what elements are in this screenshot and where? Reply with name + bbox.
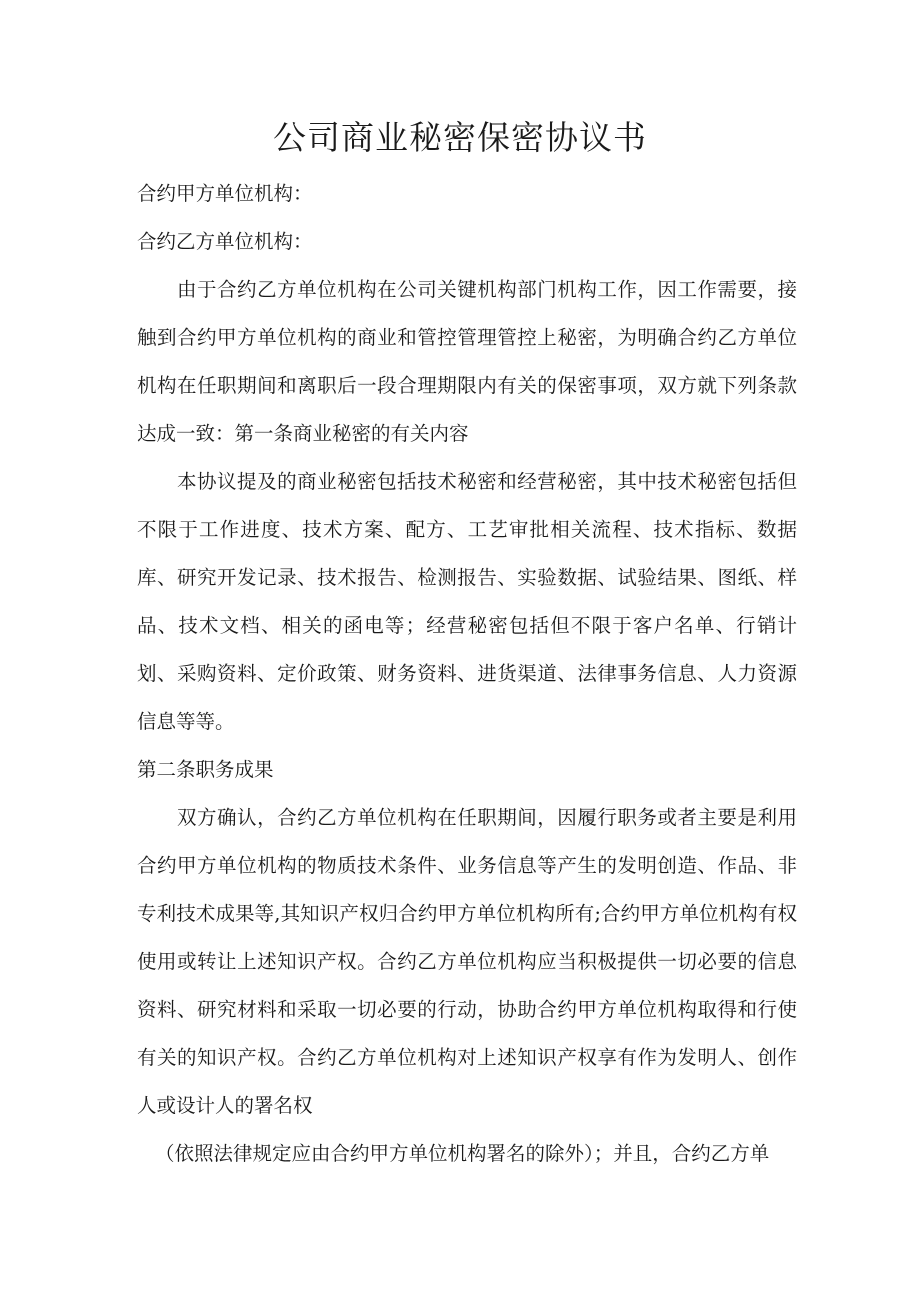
paragraph-work-results: 双方确认，合约乙方单位机构在任职期间，因履行职务或者主要是利用合约甲方单位机构的物质技术条件、业务信息等产生的发明创造、作品、非专利技术成果等,其知识产权归合约甲方单位机构所有;合约甲方单位机构有权使用或转让上述知识产权。合约乙方单位机构应当积极提供一切必要的信息资料、研究材料和采取一切必要的行动，协助合约甲方单位机构取得和行使有关的知识产权。合约乙方单位机构对上述知识产权享有作为发明人、创作人或设计人的署名权 bbox=[137, 806, 797, 1117]
paragraph-continuation: （依照法律规定应由合约甲方单位机构署名的除外）；并且，合约乙方单 bbox=[155, 1142, 770, 1165]
party-a-label: 合约甲方单位机构： bbox=[137, 182, 313, 205]
document-title: 公司商业秘密保密协议书 bbox=[273, 118, 647, 157]
party-b-label: 合约乙方单位机构： bbox=[137, 230, 313, 253]
section-heading-2: 第二条职务成果 bbox=[137, 758, 274, 781]
paragraph-trade-secrets: 本协议提及的商业秘密包括技术秘密和经营秘密，其中技术秘密包括但不限于工作进度、技术方案、配方、工艺审批相关流程、技术指标、数据库、研究开发记录、技术报告、检测报告、实验数据、试验结果、图纸、样品、技术文档、相关的函电等；经营秘密包括但不限于客户名单、行销计划、采购资料、定价政策、财务资料、进货渠道、法律事务信息、人力资源信息等等。 bbox=[137, 470, 797, 733]
paragraph-intro: 由于合约乙方单位机构在公司关键机构部门机构工作，因工作需要，接触到合约甲方单位机构的商业和管控管理管控上秘密，为明确合约乙方单位机构在任职期间和离职后一段合理期限内有关的保密事项，双方就下列条款达成一致：第一条商业秘密的有关内容 bbox=[137, 278, 797, 445]
document-body bbox=[137, 170, 797, 1178]
